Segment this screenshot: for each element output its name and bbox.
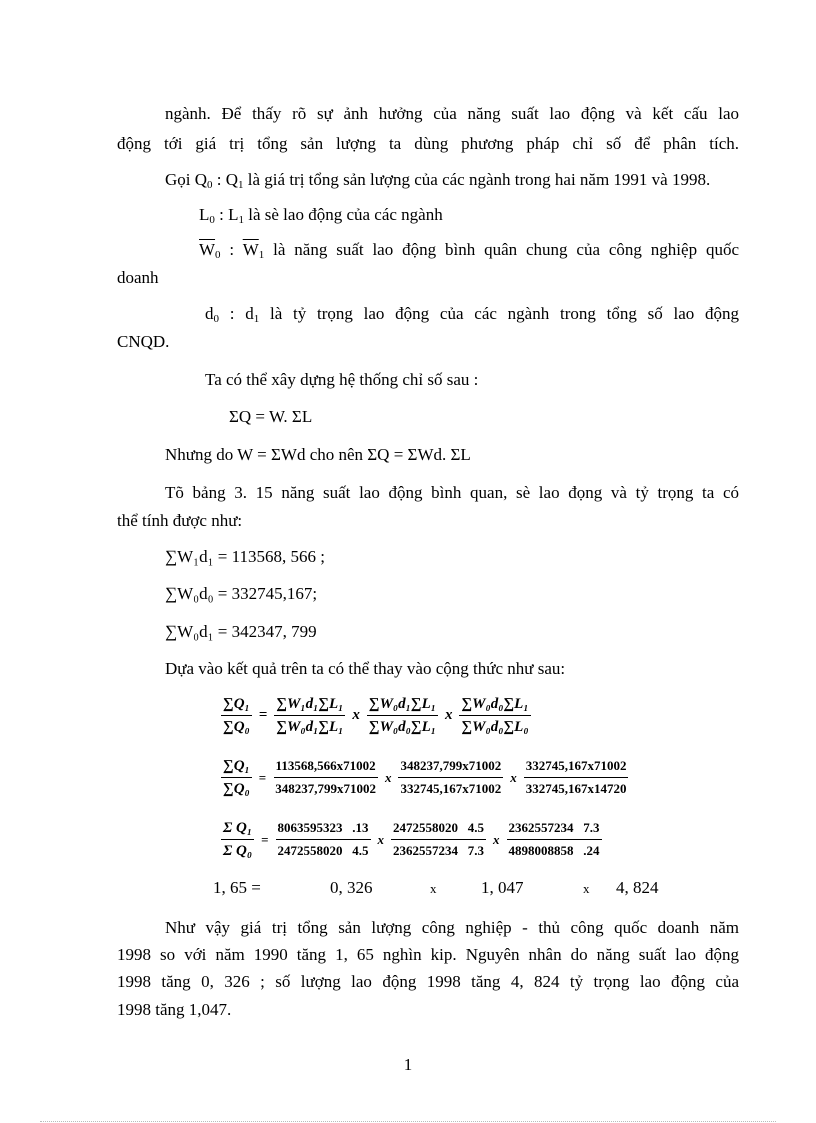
result-structure: 1, 047 [481, 878, 524, 897]
paragraph-line: ngành. Để thấy rõ sự ảnh hưởng của năng suất lao động và kết cấu lao [165, 104, 739, 123]
sum-line: ∑W₁d₁ = 113568, 566 ; [165, 547, 325, 566]
paragraph-line: Như vậy giá trị tổng sản lượng công nghiệp - thủ công quốc doanh năm [165, 918, 739, 937]
page-number: 1 [403, 1055, 413, 1074]
times-sign: x [583, 881, 590, 896]
paragraph-line: CNQD. [117, 332, 170, 351]
paragraph-line: Nhưng do W = ΣWd cho nên ΣQ = ΣWd. ΣL [165, 445, 471, 464]
paragraph-line: 1998 so với năm 1990 tăng 1, 65 nghìn kip. Nguyên nhân do năng suất lao động [117, 945, 739, 964]
definition-q: Gọi $Q_0$ : $Q_1$ là giá trị tổng sản lượng của các ngành trong hai năm 1991 và 1998. [165, 170, 711, 191]
paragraph-line: 1998 tăng 1,047. [117, 1000, 232, 1019]
paragraph-line: thể tính được như: [117, 511, 243, 530]
equation-symbolic: $\frac{\text{∑Q₁}}{\text{∑Q₀}}$ = $\frac{\text{∑W₁d₁∑L₁}}{\text{∑W₀d₁∑L₁}}$ x $\frac{\text{∑W₀d₁∑L₁}}{\text{∑W₀d₀∑L₁}}$ x $\frac{\text{∑W₀d₀∑L₁}}{\text{∑W₀d₀∑L₀}}$ [223, 696, 529, 735]
equation-result [0, 878, 816, 902]
result-total: 1, 65 = [213, 878, 261, 897]
paragraph-line: Tõ bảng 3. 15 năng suất lao động bình quan, sè lao đọng và tỷ trọng ta có [165, 483, 739, 502]
definition-w: $\overline{W}_0$ : $\overline{W}_1$ là năng suất lao động bình quân chung của công nghiệp quốc [199, 240, 739, 261]
equation-numeric: $\frac{\text{Σ Q₁}}{\text{Σ Q₀}}$ = $\frac{8063595323 .13}{2472558020 4.5}$ x $\frac{2472558020 4.5}{2362557234 7.3}$ x $\frac{2362557234 7.3}{4898008858 .24}$ [223, 820, 600, 859]
paragraph-line: 1998 tăng 0, 326 ; số lượng lao động 1998 tăng 4, 824 tỷ trọng lao động của [117, 972, 739, 991]
page-bottom-divider [40, 1121, 776, 1122]
times-sign: x [430, 881, 437, 896]
paragraph-line: doanh [117, 268, 159, 287]
sum-line: ∑W₀d₀ = 332745,167; [165, 584, 318, 603]
paragraph-line: Dựa vào kết quả trên ta có thể thay vào cộng thức như sau: [165, 659, 566, 678]
formula: ΣQ = W. ΣL [229, 407, 313, 426]
equation-substituted: $\frac{\text{∑Q₁}}{\text{∑Q₀}}$ = $\frac{113568,566x71002}{348237,799x71002}$ x $\frac{348237,799x71002}{332745,167x71002}$ x $\frac{332745,167x71002}{332745,167x14720}$ [223, 758, 627, 797]
definition-d: $d_0$ : $d_1$ là tỷ trọng lao động của các ngành trong tổng số lao động [205, 304, 739, 325]
result-productivity: 0, 326 [330, 878, 373, 897]
result-labor: 4, 824 [616, 878, 659, 897]
paragraph-line: Ta có thể xây dựng hệ thống chỉ số sau : [205, 370, 479, 389]
paragraph-line: động tới giá trị tổng sản lượng ta dùng phương pháp chỉ số để phân tích. [117, 134, 739, 153]
sum-line: ∑W₀d₁ = 342347, 799 [165, 622, 317, 641]
definition-l: $L_0$ : $L_1$ là sè lao động của các ngành [199, 205, 443, 226]
